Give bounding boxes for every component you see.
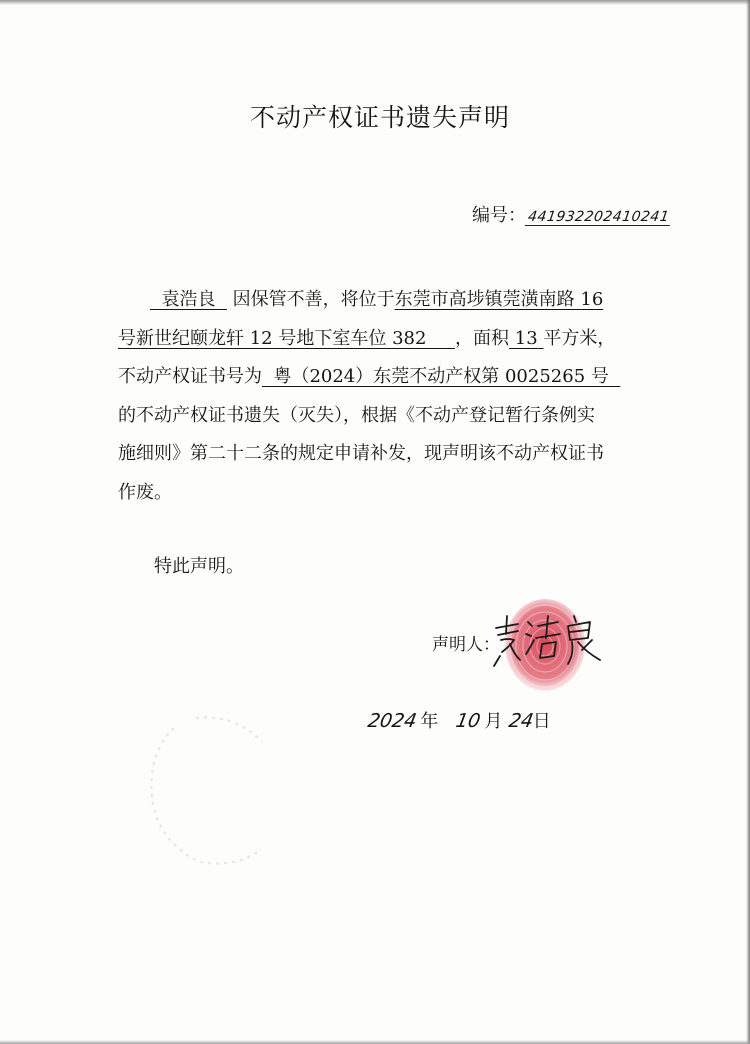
owner-name: 袁浩良 <box>161 289 216 310</box>
signature-date <box>368 707 551 733</box>
body-line-4: 的不动产权证书遗失（灭失），根据《不动产登记暂行条例实 <box>118 404 595 426</box>
closing-statement: 特此声明。 <box>154 556 244 577</box>
date-year: 2024 <box>366 710 419 732</box>
body-line-3 <box>118 358 648 397</box>
body-line-5: 施细则》第二十二条的规定申请补发，现声明该不动产权证书 <box>118 443 604 464</box>
body-line-2 <box>118 320 648 359</box>
date-month: 10 <box>454 710 483 732</box>
number-label: 编号： <box>472 205 526 226</box>
scan-edge-top <box>0 0 750 5</box>
loss-reason: 因保管不善，将位于 <box>232 289 395 310</box>
faded-stamp-mark <box>136 712 286 872</box>
property-address-part2: 号新世纪颐龙轩 12 号地下室车位 382 <box>118 327 427 349</box>
date-month-char: 月 <box>484 711 503 732</box>
area-label: ，面积 <box>455 327 510 349</box>
declarant-label: 声明人： <box>432 635 500 655</box>
date-day-char: 日 <box>532 711 551 732</box>
area-unit: 平方米， <box>543 327 616 349</box>
certificate-label: 不动产权证书号为 <box>118 366 262 387</box>
property-address-part1: 东莞市高埗镇莞潢南路 16 <box>394 289 604 310</box>
certificate-number: 粤（2024）东莞不动产权第 0025265 号 <box>273 366 609 387</box>
document-number <box>472 201 671 227</box>
date-year-char: 年 <box>420 711 439 732</box>
date-day: 24 <box>506 710 535 732</box>
declaration-body <box>118 281 648 512</box>
area-value: 13 <box>514 327 538 349</box>
handwritten-signature <box>488 608 608 672</box>
document-title: 不动产权证书遗失声明 <box>249 103 510 132</box>
scan-edge-bottom <box>0 1040 750 1044</box>
body-line-1 <box>118 281 648 320</box>
number-value-handwritten: 441932202410241 <box>525 209 672 226</box>
body-line-6: 作废。 <box>118 481 172 503</box>
scan-edge-right <box>746 0 750 1044</box>
